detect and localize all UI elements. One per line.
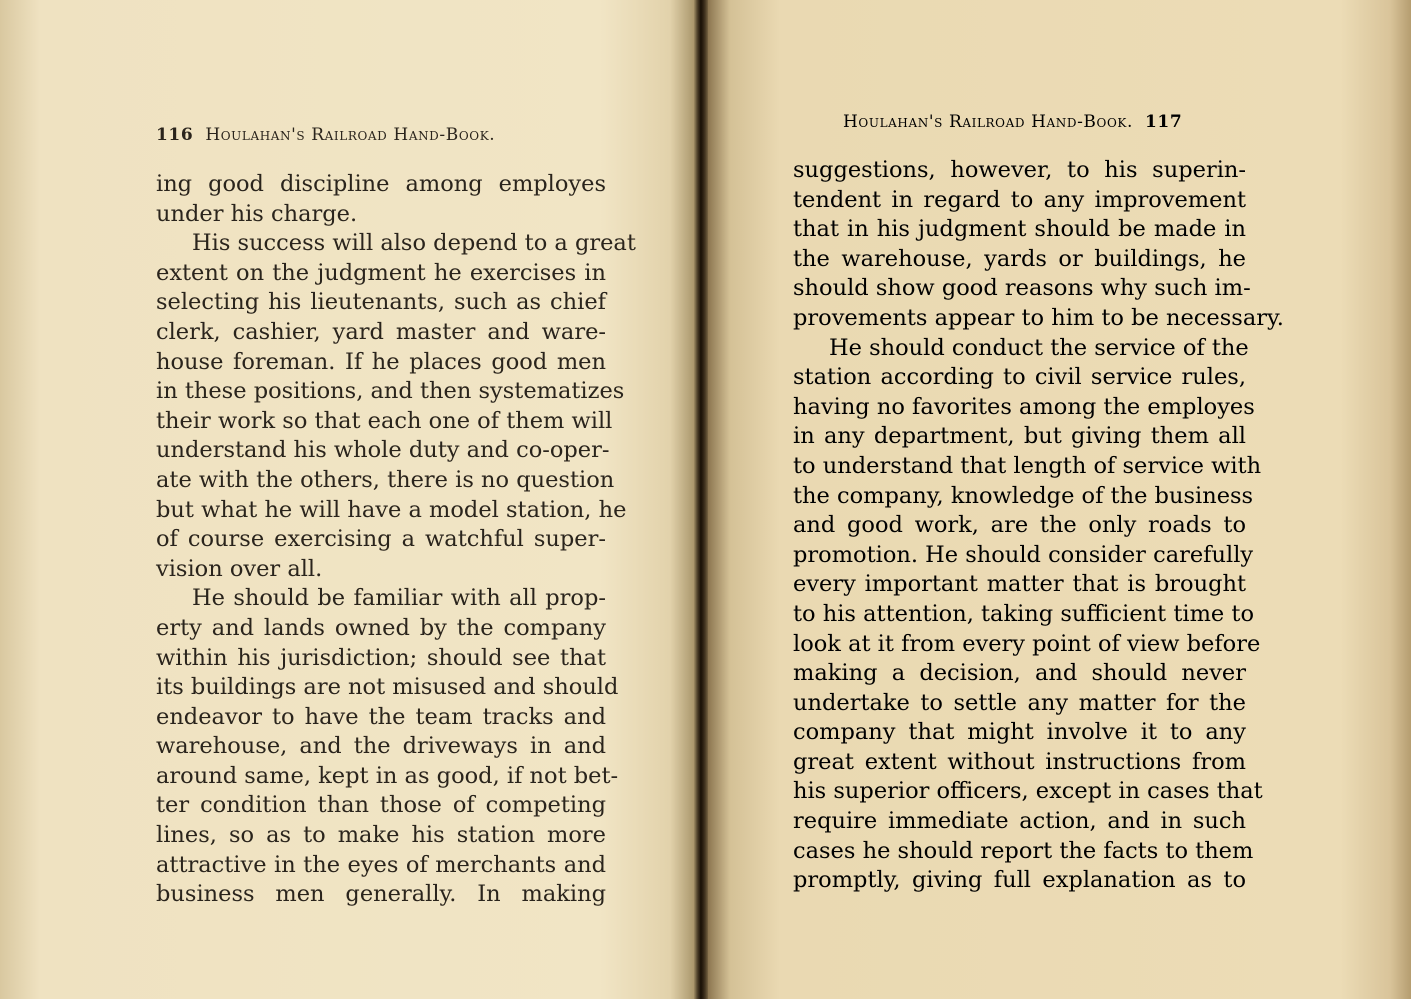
text-line: business men generally. In making bbox=[156, 881, 606, 908]
text-line: attractive in the eyes of merchants and bbox=[156, 851, 606, 878]
text-line: provements appear to him to be necessary. bbox=[793, 304, 1284, 331]
left-running-header bbox=[156, 125, 495, 145]
text-line: suggestions, however, to his superin- bbox=[793, 157, 1246, 183]
text-line: house foreman. If he places good men bbox=[156, 348, 606, 375]
text-line: extent on the judgment he exercises in bbox=[156, 259, 606, 286]
right-page-number: 117 bbox=[1145, 112, 1183, 132]
text-line: the company, knowledge of the business bbox=[793, 482, 1254, 509]
text-line: look at it from every point of view before bbox=[793, 630, 1261, 657]
left-body-text bbox=[156, 170, 636, 910]
text-line: the warehouse, yards or buildings, he bbox=[793, 245, 1246, 272]
text-line: their work so that each one of them will bbox=[156, 407, 613, 434]
text-line: and good work, are the only roads to bbox=[793, 512, 1246, 539]
text-line: lines, so as to make his station more bbox=[156, 822, 606, 849]
text-line: to understand that length of service with bbox=[793, 452, 1262, 479]
text-line: every important matter that is brought bbox=[793, 571, 1246, 598]
text-line: making a decision, and should never bbox=[793, 660, 1246, 687]
text-line: His success will also depend to a great bbox=[192, 230, 636, 257]
text-line: ate with the others, there is no question bbox=[156, 466, 615, 493]
text-line: under his charge. bbox=[156, 200, 358, 227]
book-gutter bbox=[694, 0, 708, 999]
text-line: erty and lands owned by the company bbox=[156, 614, 606, 641]
text-line: vision over all. bbox=[156, 555, 323, 582]
text-line: He should be familiar with all prop- bbox=[192, 585, 606, 612]
text-line: ter condition than those of competing bbox=[156, 792, 606, 819]
left-page-number: 116 bbox=[156, 125, 194, 145]
text-line: ing good discipline among employes bbox=[156, 171, 606, 197]
text-line: of course exercising a watchful super- bbox=[156, 526, 606, 553]
text-line: promptly, giving full explanation as to bbox=[793, 867, 1246, 894]
text-line: cases he should report the facts to them bbox=[793, 837, 1254, 864]
text-line: He should conduct the service of the bbox=[829, 334, 1249, 361]
text-line: within his jurisdiction; should see that bbox=[156, 644, 606, 671]
text-line: but what he will have a model station, he bbox=[156, 496, 627, 523]
text-line: tendent in regard to any improvement bbox=[793, 186, 1246, 213]
left-header-title: Houlahan's Railroad Hand-Book. bbox=[205, 125, 496, 145]
text-line: its buildings are not misused and should bbox=[156, 674, 619, 701]
text-line: undertake to settle any matter for the bbox=[793, 689, 1246, 716]
text-line: selecting his lieutenants, such as chief bbox=[156, 289, 606, 316]
text-line: in these positions, and then systematizes bbox=[156, 378, 625, 405]
right-running-header bbox=[843, 112, 1182, 132]
text-line: that in his judgment should be made in bbox=[793, 216, 1246, 243]
text-line: his superior officers, except in cases that bbox=[793, 778, 1263, 805]
text-line: great extent without instructions from bbox=[793, 748, 1246, 775]
right-header-title: Houlahan's Railroad Hand-Book. bbox=[843, 112, 1133, 132]
right-body-text bbox=[793, 156, 1284, 896]
text-line: should show good reasons why such im- bbox=[793, 275, 1251, 302]
text-line: endeavor to have the team tracks and bbox=[156, 703, 606, 730]
text-line: around same, kept in as good, if not bet- bbox=[156, 762, 619, 789]
text-line: require immediate action, and in such bbox=[793, 808, 1246, 835]
text-line: in any department, but giving them all bbox=[793, 423, 1246, 450]
left-page bbox=[0, 0, 700, 999]
text-line: to his attention, taking sufficient time to bbox=[793, 600, 1254, 627]
text-line: company that might involve it to any bbox=[793, 719, 1246, 746]
text-line: understand his whole duty and co-oper- bbox=[156, 437, 610, 464]
text-line: having no favorites among the employes bbox=[793, 393, 1255, 420]
text-line: station according to civil service rules, bbox=[793, 364, 1246, 391]
text-line: clerk, cashier, yard master and ware- bbox=[156, 318, 606, 345]
text-line: promotion. He should consider carefully bbox=[793, 541, 1254, 568]
text-line: warehouse, and the driveways in and bbox=[156, 733, 606, 760]
